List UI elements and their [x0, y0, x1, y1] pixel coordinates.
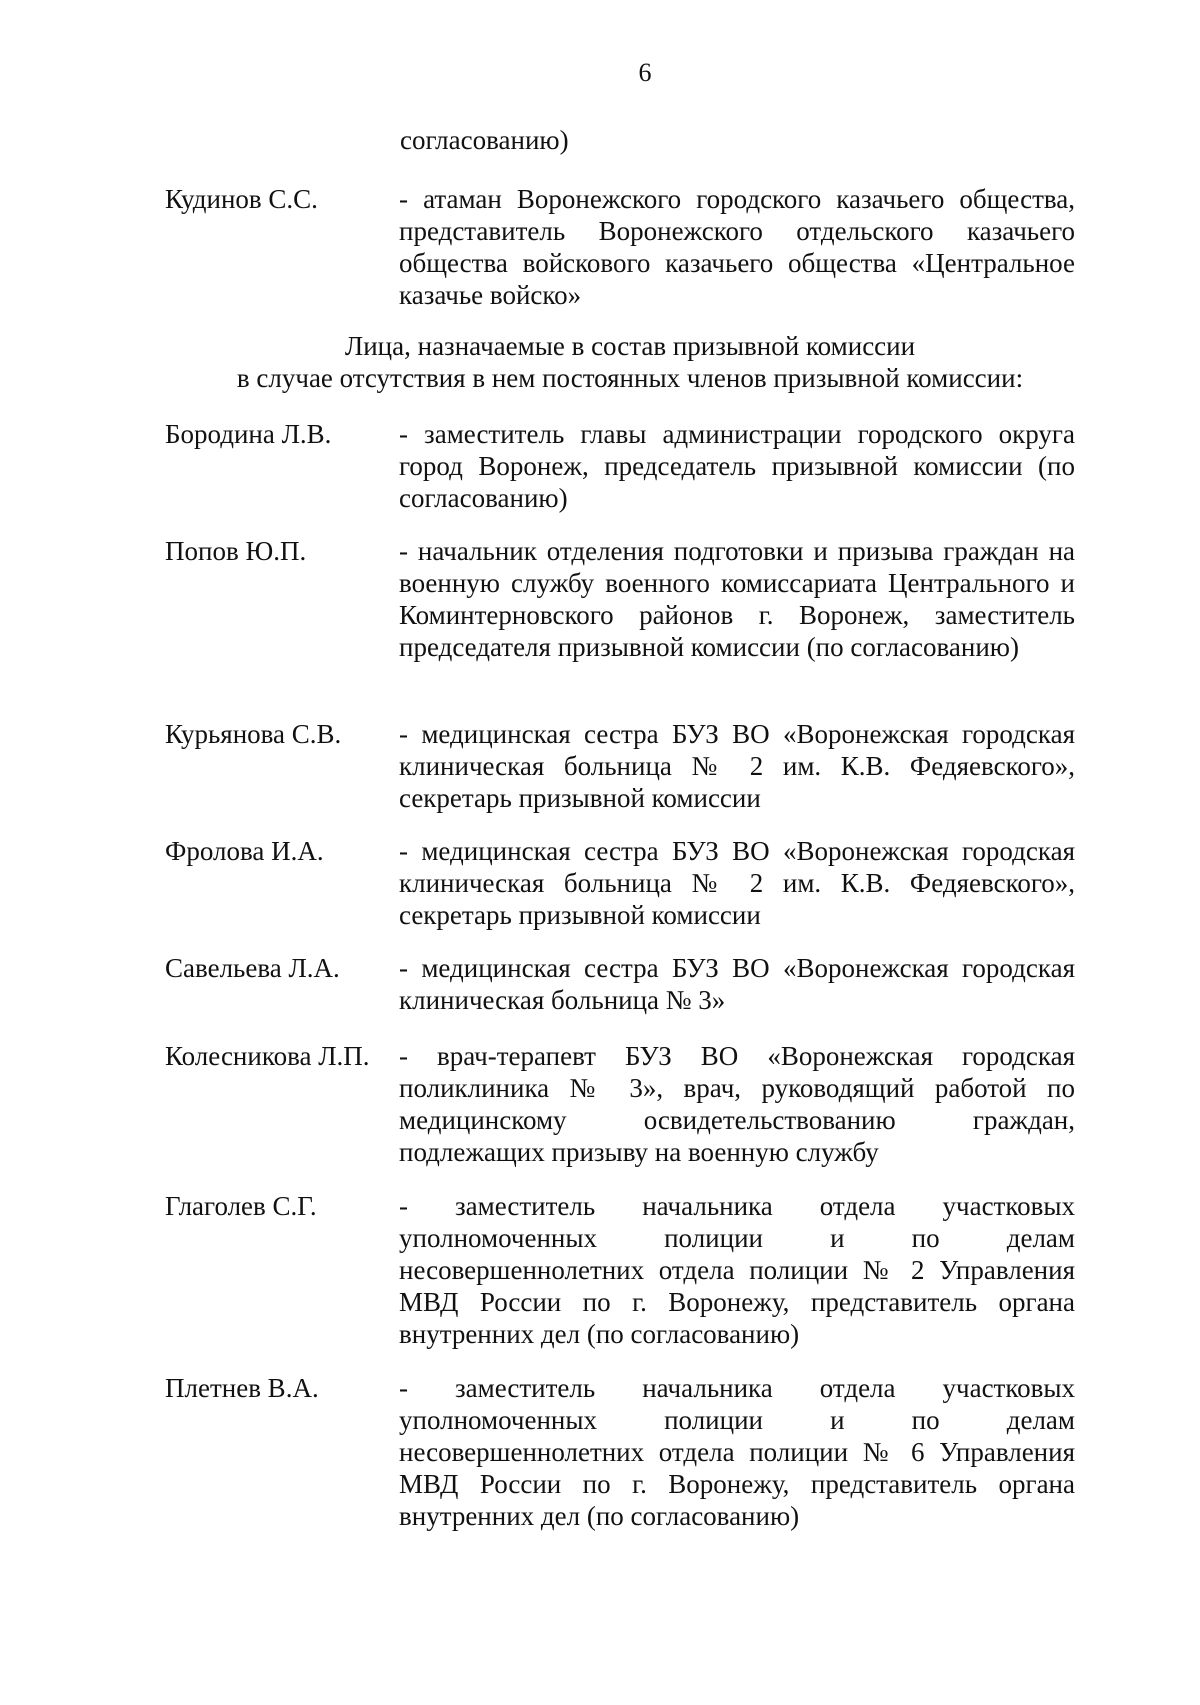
- member-description: - медицинская сестра БУЗ ВО «Воронежская городская клиническая больница № 2 им. К.В. Федяевского», секретарь призывной комиссии: [399, 836, 1075, 930]
- member-name: Бородина Л.В.: [165, 419, 332, 449]
- member-entry: [165, 1040, 1075, 1168]
- member-entry: [165, 1190, 1075, 1350]
- member-name: Колесникова Л.П.: [165, 1041, 370, 1071]
- member-name: Плетнев В.А.: [165, 1373, 319, 1403]
- section-heading-line2: в случае отсутствия в нем постоянных членов призывной комиссии:: [236, 363, 1024, 393]
- member-name: Фролова И.А.: [165, 836, 324, 866]
- section-heading-line1: Лица, назначаемые в состав призывной комиссии: [344, 331, 916, 361]
- member-description: - заместитель начальника отдела участковых уполномоченных полиции и по делам несовершеннолетних отдела полиции № 2 Управления МВД России по г. Воронежу, представитель органа внутренних дел (по согласованию): [399, 1191, 1075, 1349]
- member-description: - медицинская сестра БУЗ ВО «Воронежская городская клиническая больница № 3»: [399, 953, 1075, 1015]
- member-description: - врач-терапевт БУЗ ВО «Воронежская городская поликлиника № 3», врач, руководящий работой по медицинскому освидетельствованию граждан, подлежащих призыву на военную службу: [399, 1041, 1075, 1167]
- member-description: - атаман Воронежского городского казачьего общества, представитель Воронежского отдельского казачьего общества войскового казачьего общества «Центральное казачье войско»: [399, 184, 1075, 310]
- member-name: Савельева Л.А.: [165, 953, 340, 983]
- page-number: 6: [638, 58, 652, 87]
- member-entry: [165, 535, 1075, 663]
- member-description: - начальник отделения подготовки и призыва граждан на военную службу военного комиссариата Центрального и Коминтерновского районов г. Воронеж, заместитель председателя призывной комиссии (по согласованию): [399, 536, 1075, 662]
- member-entry: [165, 418, 1075, 514]
- member-name: Попов Ю.П.: [165, 536, 307, 566]
- section-heading: [0, 330, 1150, 394]
- member-entry: [165, 952, 1075, 1016]
- member-description: - заместитель главы администрации городского округа город Воронеж, председатель призывной комиссии (по согласованию): [399, 419, 1075, 513]
- member-name: Глаголев С.Г.: [165, 1191, 317, 1221]
- member-entry: [165, 718, 1075, 814]
- member-name: Кудинов С.С.: [165, 184, 318, 214]
- member-name: Курьянова С.В.: [165, 719, 342, 749]
- member-entry: [165, 1372, 1075, 1532]
- member-description: - заместитель начальника отдела участковых уполномоченных полиции и по делам несовершеннолетних отдела полиции № 6 Управления МВД России по г. Воронежу, представитель органа внутренних дел (по согласованию): [399, 1373, 1075, 1531]
- member-entry-kudinov: [165, 183, 1075, 311]
- member-entry: [165, 835, 1075, 931]
- carry-over-text: согласованию): [400, 125, 569, 155]
- member-description: - медицинская сестра БУЗ ВО «Воронежская городская клиническая больница № 2 им. К.В. Федяевского», секретарь призывной комиссии: [399, 719, 1075, 813]
